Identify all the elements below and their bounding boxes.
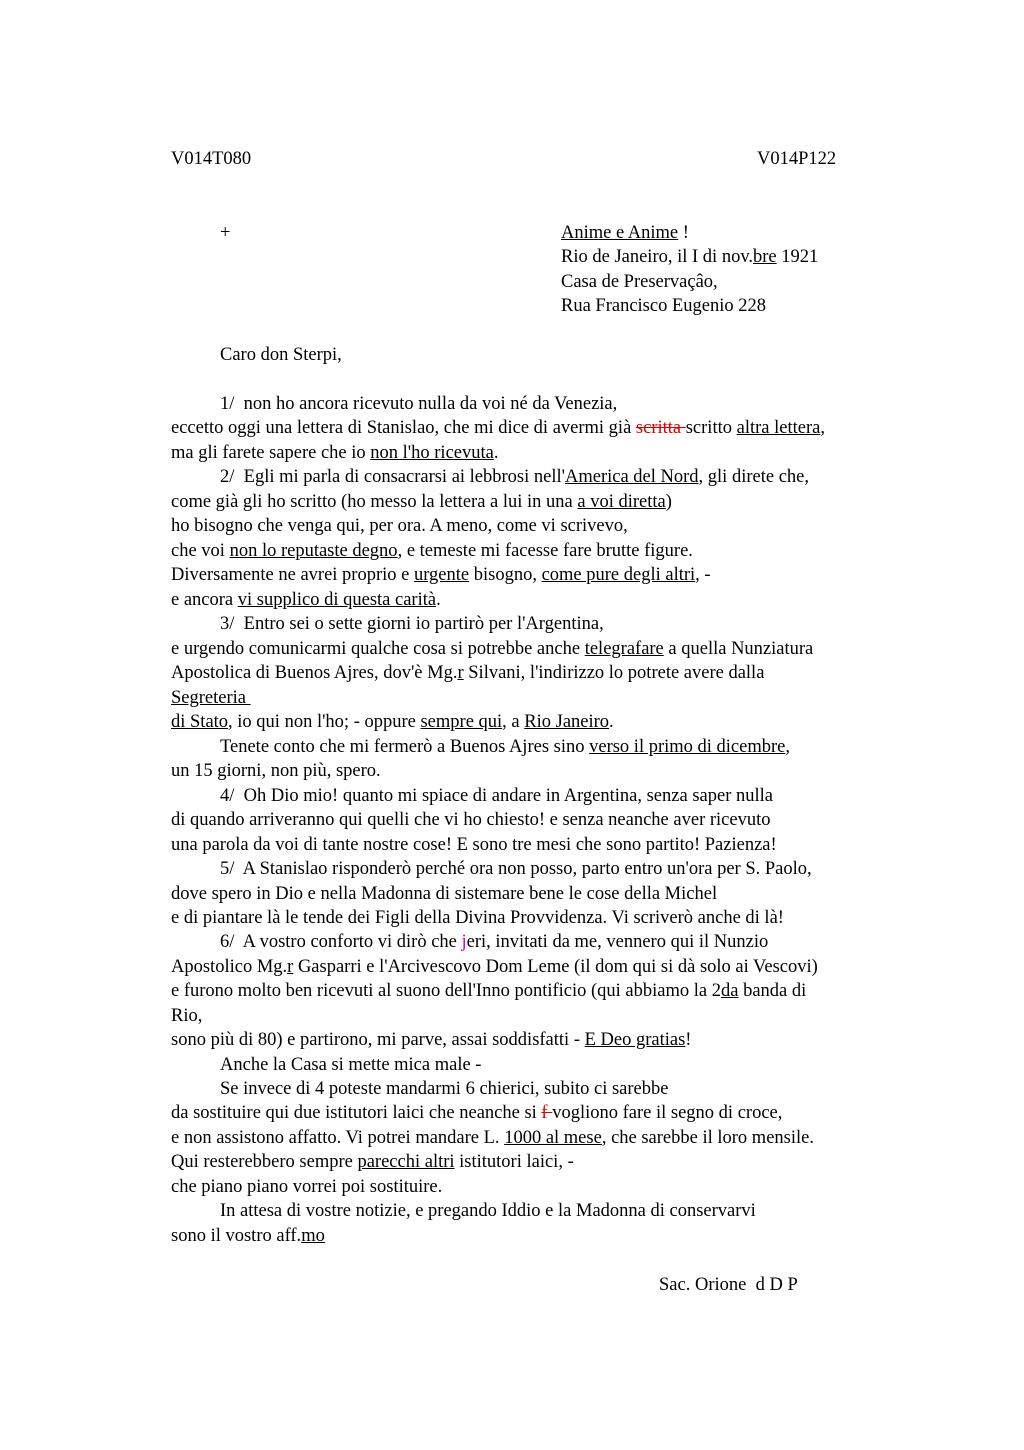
text-line: sono più di 80) e partirono, mi parve, assai soddisfatti - E Deo gratias! bbox=[171, 1030, 692, 1050]
text-line: e urgendo comunicarmi qualche cosa si potrebbe anche telegrafare a quella Nunziatura bbox=[171, 639, 814, 659]
text-line: ho bisogno che venga qui, per ora. A meno, come vi scrivevo, bbox=[171, 516, 628, 536]
text-line: e non assistono affatto. Vi potrei mandare L. 1000 al mese, che sarebbe il loro mensile. bbox=[171, 1128, 814, 1148]
text-line: 5/ A Stanislao risponderò perché ora non posso, parto entro un'ora per S. Paolo, bbox=[220, 859, 812, 879]
text-line: e ancora vi supplico di questa carità. bbox=[171, 590, 441, 610]
text-line: dove spero in Dio e nella Madonna di sistemare bene le cose della Michel bbox=[171, 884, 718, 904]
text-line: ma gli farete sapere che io non l'ho ricevuta. bbox=[171, 443, 499, 463]
text-line: Se invece di 4 poteste mandarmi 6 chierici, subito ci sarebbe bbox=[220, 1079, 669, 1099]
left-code: V014T080 bbox=[171, 149, 252, 169]
text-line: un 15 giorni, non più, spero. bbox=[171, 761, 381, 781]
text-line: come già gli ho scritto (ho messo la lettera a lui in una a voi diretta) bbox=[171, 492, 672, 512]
text-line: Apostolico Mg.r Gasparri e l'Arcivescovo Dom Leme (il dom qui si dà solo ai Vescovi) bbox=[171, 957, 818, 977]
text-line: che voi non lo reputaste degno, e temeste mi facesse fare brutte figure. bbox=[171, 541, 693, 561]
strikethrough-text: f bbox=[541, 1103, 553, 1123]
text-line: sono il vostro aff.mo bbox=[171, 1226, 325, 1246]
right-code: V014P122 bbox=[757, 149, 837, 169]
text-line: da sostituire qui due istitutori laici che neanche si f vogliono fare il segno di croce, bbox=[171, 1103, 783, 1123]
text-line: 4/ Oh Dio mio! quanto mi spiace di andare in Argentina, senza saper nulla bbox=[220, 786, 773, 806]
text-line: 3/ Entro sei o sette giorni io partirò per l'Argentina, bbox=[220, 614, 604, 634]
text-line: Tenete conto che mi fermerò a Buenos Ajres sino verso il primo di dicembre, bbox=[220, 737, 790, 757]
text-line: Rio, bbox=[171, 1006, 203, 1026]
text-line: di Stato, io qui non l'ho; - oppure sempre qui, a Rio Janeiro. bbox=[171, 712, 614, 732]
text-line: 6/ A vostro conforto vi dirò che jeri, invitati da me, vennero qui il Nunzio bbox=[220, 932, 769, 952]
text-line: che piano piano vorrei poi sostituire. bbox=[171, 1177, 443, 1197]
address-line-1: Casa de Preservaçâo, bbox=[561, 272, 718, 292]
text-line: In attesa di vostre notizie, e pregando Iddio e la Madonna di conservarvi bbox=[220, 1201, 756, 1221]
text-line: Apostolica di Buenos Ajres, dov'è Mg.r Silvani, l'indirizzo lo potrete avere dalla bbox=[171, 663, 765, 683]
signature: Sac. Orione d D P bbox=[659, 1275, 798, 1295]
text-line: Anche la Casa si mette mica male - bbox=[220, 1055, 482, 1075]
highlighted-letter: j bbox=[461, 932, 467, 952]
text-line: una parola da voi di tante nostre cose! E sono tre mesi che sono partito! Pazienza! bbox=[171, 835, 777, 855]
text-line: di quando arriveranno qui quelli che vi ho chiesto! e senza neanche aver ricevuto bbox=[171, 810, 771, 830]
text-line: 1/ non ho ancora ricevuto nulla da voi né da Venezia, bbox=[220, 394, 618, 414]
date-line: Rio de Janeiro, il I di nov.bre 1921 bbox=[561, 247, 819, 267]
text-line: Qui resterebbero sempre parecchi altri istitutori laici, - bbox=[171, 1152, 574, 1172]
text-line: Diversamente ne avrei proprio e urgente bisogno, come pure degli altri, - bbox=[171, 565, 711, 585]
address-line-2: Rua Francisco Eugenio 228 bbox=[561, 296, 766, 316]
motto-line: Anime e Anime ! bbox=[561, 223, 689, 243]
strikethrough-text: scritta bbox=[635, 418, 686, 438]
text-line: e furono molto ben ricevuti al suono dell'Inno pontificio (qui abbiamo la 2da banda di bbox=[171, 981, 807, 1001]
cross-mark: + bbox=[220, 223, 231, 243]
text-line: Segreteria bbox=[171, 688, 251, 708]
salutation: Caro don Sterpi, bbox=[220, 345, 342, 365]
text-line: 2/ Egli mi parla di consacrarsi ai lebbrosi nell'America del Nord, gli direte che, bbox=[220, 467, 809, 487]
text-line: eccetto oggi una lettera di Stanislao, che mi dice di avermi già scritta scritto altra lettera, bbox=[171, 418, 825, 438]
text-line: e di piantare là le tende dei Figli della Divina Provvidenza. Vi scriverò anche di là! bbox=[171, 908, 784, 928]
